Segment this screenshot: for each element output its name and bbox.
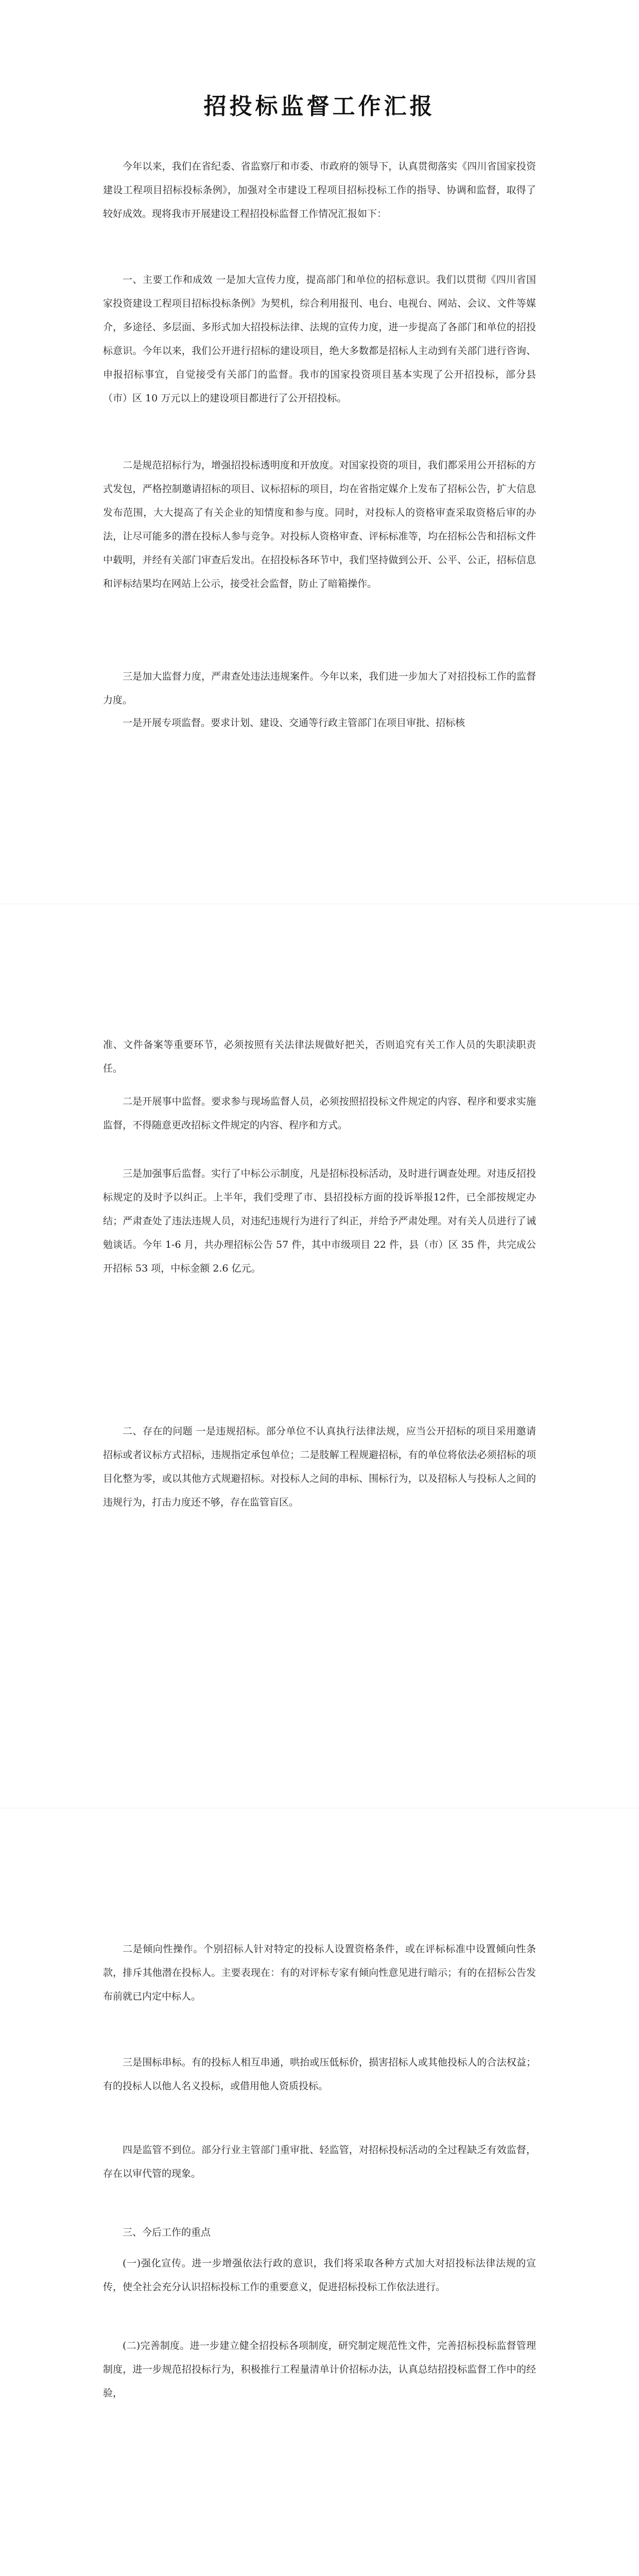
paragraph-intro: 今年以来，我们在省纪委、省监察厅和市委、市政府的领导下，认真贯彻落实《四川省国家投资建设工程项目招标投标条例》，加强对全市建设工程项目招标投标工作的指导、协调和监督，取得了较好成效。现将我市开展建设工程招投标监督工作情况汇报如下： [103,161,536,219]
paragraph-achievements-1: 一、主要工作和成效 一是加大宣传力度，提高部门和单位的招标意识。我们以贯彻《四川省国家投资建设工程项目招标投标条例》为契机，综合利用报刊、电台、电视台、网站、会议、文件等媒介，多途径、多层面、多形式加大招投标法律、法规的宣传力度，进一步提高了各部门和单位的招投标意识。今年以来，我们公开进行招标的建设项目，绝大多数都是招标人主动到有关部门进行咨询、申报招标事宜，自觉接受有关部门的监督。我市的国家投资项目基本实现了公开招投标，部分县（市）区 10 万元以上的建设项目都进行了公开招投标。 [103,274,536,404]
paragraph-achievements-3: 三是加大监督力度，严肃查处违法违规案件。今年以来，我们进一步加大了对招投标工作的监督力度。 [103,671,536,706]
document-page-1 [0,0,639,904]
paragraph-next-steps-2: (二)完善制度。进一步建立健全招投标各项制度，研究制定规范性文件，完善招标投标监督管理制度，进一步规范招投标行为，积极推行工程量清单计价招标办法，认真总结招投标监督工作中的经验， [103,2340,536,2399]
paragraph-supervision-2: 二是开展事中监督。要求参与现场监督人员，必须按照招投标文件规定的内容、程序和要求实施监督，不得随意更改招标文件规定的内容、程序和方式。 [103,1096,536,1131]
paragraph-supervision-3: 三是加强事后监督。实行了中标公示制度，凡是招标投标活动，及时进行调查处理。对违反招投标规定的及时予以纠正。上半年，我们受理了市、县招投标方面的投诉举报12件，已全部按规定办结；严肃查处了违法违规人员，对违纪违规行为进行了纠正，并给予严肃处理。对有关人员进行了诫勉谈话。今年 1-6 月，共办理招标公告 57 件，其中市级项目 22 件，县（市）区 35 件，共完成公开招标 53 项，中标金额 2.6 亿元。 [103,1168,536,1274]
paragraph-achievements-4: 一是开展专项监督。要求计划、建设、交通等行政主管部门在项目审批、招标核 [123,717,465,728]
document-page-2 [0,904,639,1808]
paragraph-problems-1: 二、存在的问题 一是违规招标。部分单位不认真执行法律法规，应当公开招标的项目采用邀请招标或者议标方式招标，违规指定承包单位；二是肢解工程规避招标，有的单位将依法必须招标的项目化整为零，或以其他方式规避招标。对投标人之间的串标、围标行为，以及招标人与投标人之间的违规行为，打击力度还不够，存在监管盲区。 [103,1426,536,1508]
paragraph-problems-4: 四是监管不到位。部分行业主管部门重审批、轻监管，对招标投标活动的全过程缺乏有效监督，存在以审代管的现象。 [103,2144,536,2179]
document-title: 招投标监督工作汇报 [203,93,436,120]
document-page-3 [0,1808,639,2576]
paragraph-continued: 准、文件备案等重要环节，必须按照有关法律法规做好把关，否则追究有关工作人员的失职渎职责任。 [103,1039,536,1074]
paragraph-problems-3: 三是围标串标。有的投标人相互串通，哄抬或压低标价，损害招标人或其他投标人的合法权益；有的投标人以他人名义投标，或借用他人资质投标。 [103,2057,536,2092]
section-heading-next-steps: 三、今后工作的重点 [123,2227,211,2238]
paragraph-achievements-2: 二是规范招标行为，增强招投标透明度和开放度。对国家投资的项目，我们都采用公开招标的方式发包，严格控制邀请招标的项目、议标招标的项目，均在省指定媒介上发布了招标公告，扩大信息发布范围，大大提高了有关企业的知情度和参与度。同时，对投标人的资格审查采取资格后审的办法，让尽可能多的潜在投标人参与竞争。对投标人资格审查、评标标准等，均在招标公告和招标文件中载明，并经有关部门审查后发出。在招投标各环节中，我们坚持做到公开、公平、公正，招标信息和评标结果均在网站上公示，接受社会监督，防止了暗箱操作。 [103,460,536,589]
paragraph-next-steps-1: (一)强化宣传。进一步增强依法行政的意识，我们将采取各种方式加大对招投标法律法规的宣传，使全社会充分认识招标投标工作的重要意义，促进招标投标工作依法进行。 [103,2258,536,2293]
paragraph-problems-2: 二是倾向性操作。个别招标人针对特定的投标人设置资格条件，或在评标标准中设置倾向性条款，排斥其他潜在投标人。主要表现在：有的对评标专家有倾向性意见进行暗示；有的在招标公告发布前就已内定中标人。 [103,1943,536,2002]
